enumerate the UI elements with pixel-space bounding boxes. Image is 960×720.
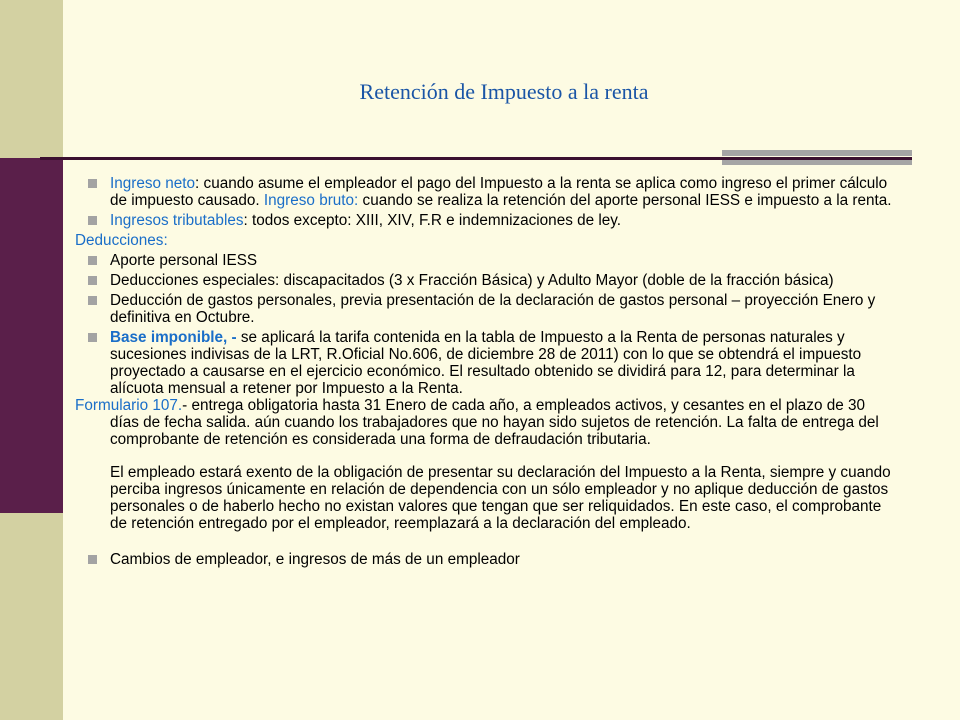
text-base-imponible: se aplicará la tarifa contenida en la tabla de Impuesto a la Renta de personas naturales y sucesiones indivisas de la LRT, R.Oficial No.606, de diciembre 28 de 2011) con lo que se obtendrá el impuesto proyectado a causarse en el ejercicio económico. El resultado obtenido se dividirá para 12, para determinar la alícuota mensual a retener por Impuesto a la Renta. <box>110 329 862 397</box>
bullet-ingreso-neto <box>75 175 895 209</box>
formulario-107 <box>75 397 895 448</box>
term-ingreso-bruto: Ingreso bruto: <box>263 192 359 209</box>
decor-block-top <box>722 150 912 156</box>
bullet-deducciones-especiales: Deducciones especiales: discapacitados (3 x Fracción Básica) y Adulto Mayor (doble de la fracción básica) <box>75 272 895 289</box>
accent-bar <box>0 158 63 513</box>
bullet-cambios-empleador: Cambios de empleador, e ingresos de más de un empleador <box>75 551 895 568</box>
slide-title: Retención de Impuesto a la renta <box>359 79 649 104</box>
term-base-imponible: Base imponible, - <box>110 329 241 346</box>
paragraph-spacer <box>75 448 895 464</box>
paragraph-spacer <box>75 532 895 548</box>
bullet-ingresos-tributables <box>75 212 895 229</box>
term-ingreso-neto: Ingreso neto <box>110 175 196 192</box>
text-ingresos-tributables: : todos excepto: XIII, XIV, F.R e indemnizaciones de ley. <box>243 212 622 229</box>
decor-block-bottom <box>722 160 912 165</box>
bullet-base-imponible <box>75 329 895 397</box>
bullet-aporte-iess: Aporte personal IESS <box>75 252 895 269</box>
text-exento: El empleado estará exento de la obligación de presentar su declaración del Impuesto a la Renta, siempre y cuando perciba ingresos únicamente en relación de dependencia con un sólo empleador y no aplique deducción de gastos personales o de haberlo hecho no existan valores que tengan que ser reliquidados. En este caso, el comprobante de retención entregado por el empleador, reemplazará a la declaración del empleado. <box>110 464 891 532</box>
deducciones-colon: : <box>163 232 168 249</box>
term-ingresos-tributables: Ingresos tributables <box>110 212 244 229</box>
bullet-gastos-personales: Deducción de gastos personales, previa presentación de la declaración de gastos personal – proyección Enero y definitiva en Octubre. <box>75 292 895 326</box>
text-formulario-107: - entrega obligatoria hasta 31 Enero de cada año, a empleados activos, y cesantes en el plazo de 30 días de fecha salida. aún cuando los trabajadores que no hayan sido sujetos de retención. La falta de entrega del comprobante de retención es considerada una forma de defraudación tributaria. <box>110 397 879 448</box>
deducciones-heading <box>75 232 895 249</box>
term-formulario-107: Formulario 107. <box>75 397 183 414</box>
text-ingreso-bruto: cuando se realiza la retención del aporte personal IESS e impuesto a la renta. <box>358 192 892 209</box>
text-ingreso-neto: : cuando asume el empleador el pago del Impuesto a la renta se aplica como ingreso el primer cálculo de impuesto causado. <box>110 175 888 209</box>
slide-body <box>75 175 895 568</box>
deducciones-label: Deducciones <box>75 232 164 249</box>
